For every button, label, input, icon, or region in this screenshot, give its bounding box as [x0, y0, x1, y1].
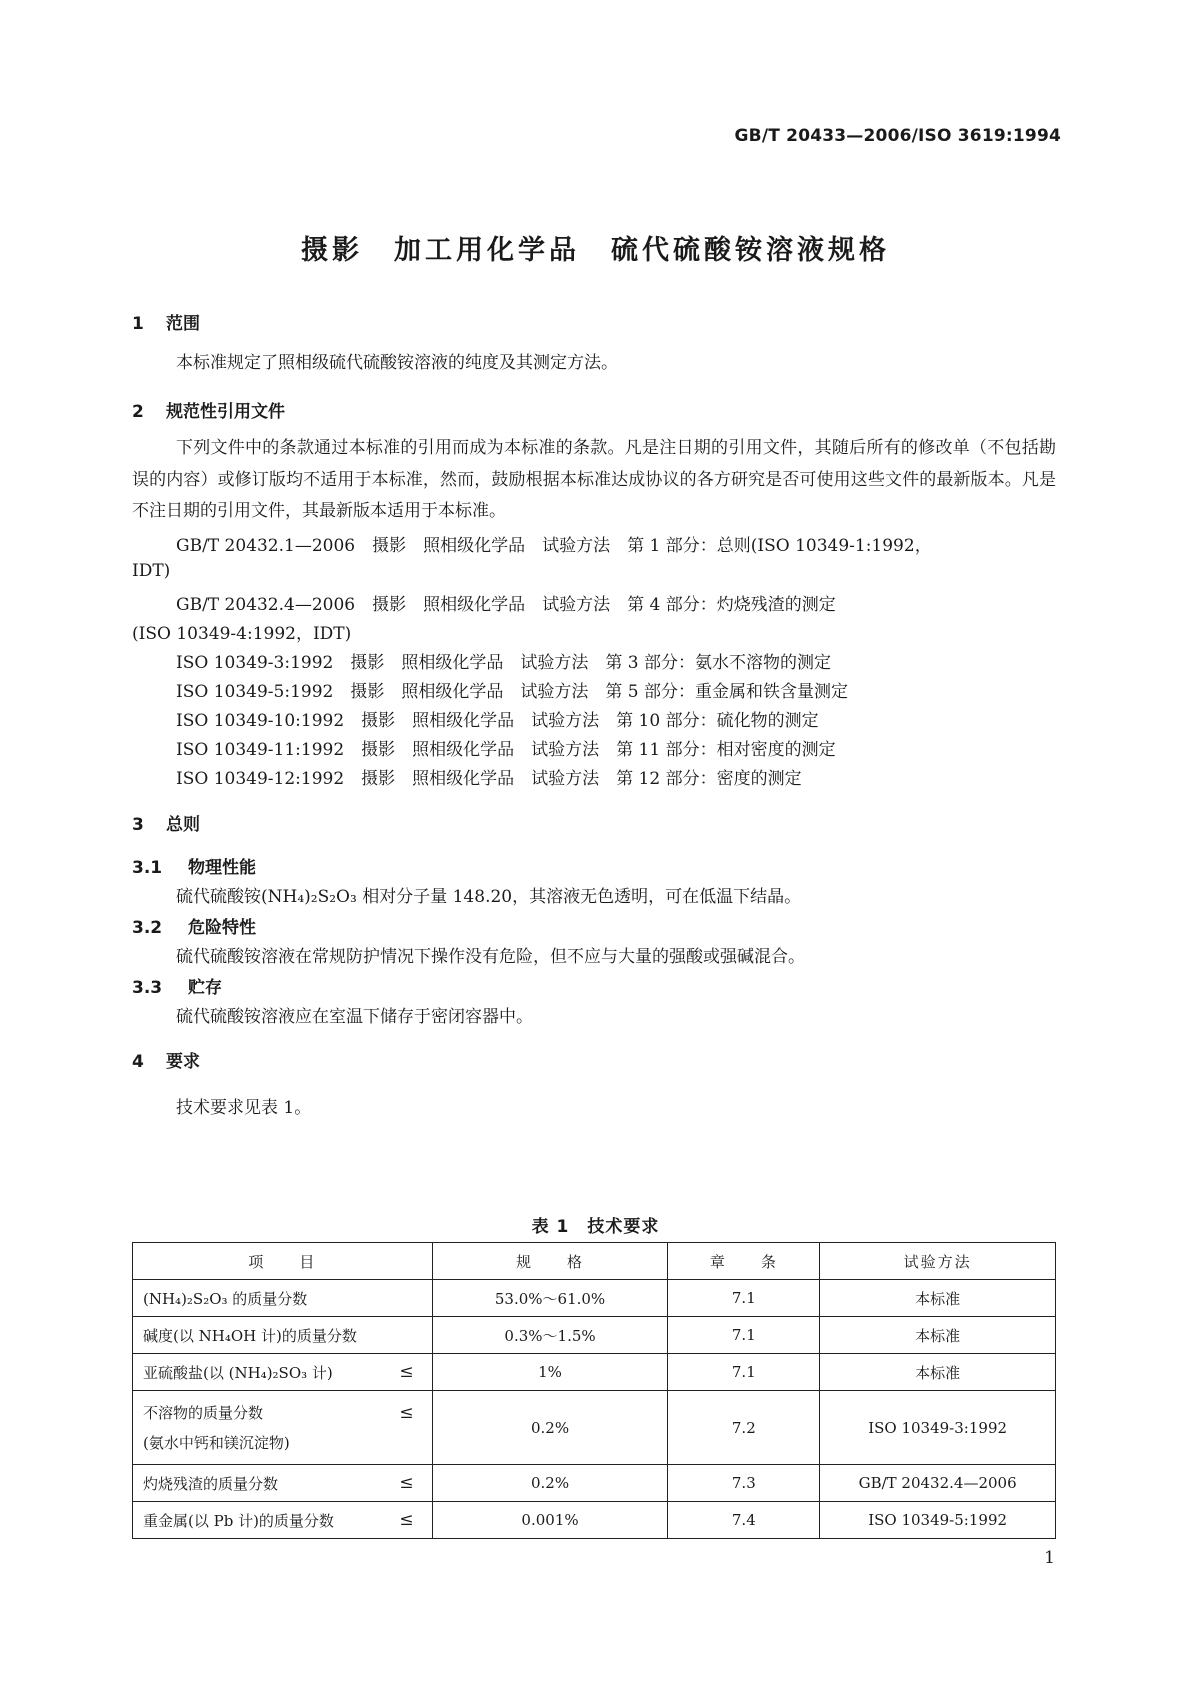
row-clause: 7.4 — [668, 1502, 820, 1539]
row-item: 重金属(以 Pb 计)的质量分数 — [143, 1511, 334, 1530]
le-symbol: ≤ — [399, 1510, 414, 1530]
row-spec: 0.2% — [432, 1391, 668, 1465]
subsection-3-2-body: 硫代硫酸铵溶液在常规防护情况下操作没有危险，但不应与大量的强酸或强碱混合。 — [176, 947, 805, 967]
reference-line: ISO 10349-12:1992 摄影 照相级化学品 试验方法 第 12 部分：密度的测定 — [176, 769, 802, 789]
subsection-number: 3.1 — [132, 858, 163, 878]
reference-line: IDT) — [132, 561, 171, 581]
header-method: 试验方法 — [820, 1243, 1056, 1280]
subsection-number: 3.2 — [132, 918, 163, 938]
row-spec: 53.0%～61.0% — [432, 1280, 668, 1317]
section-number: 2 — [132, 402, 144, 422]
section-title: 总则 — [166, 815, 200, 835]
subsection-title: 贮存 — [188, 978, 222, 998]
row-clause: 7.1 — [668, 1317, 820, 1354]
row-method: 本标准 — [820, 1354, 1056, 1391]
document-title: 摄影 加工用化学品 硫代硫酸铵溶液规格 — [301, 235, 890, 266]
row-method: GB/T 20432.4—2006 — [820, 1465, 1056, 1502]
row-item: 灼烧残渣的质量分数 — [143, 1474, 279, 1493]
row-clause: 7.1 — [668, 1280, 820, 1317]
standard-number: GB/T 20433—2006/ISO 3619:1994 — [734, 126, 1061, 146]
section-number: 1 — [132, 314, 144, 334]
table-caption: 表 1 技术要求 — [531, 1217, 660, 1237]
table-row — [133, 1465, 1056, 1502]
row-spec: 0.3%～1.5% — [432, 1317, 668, 1354]
reference-line: ISO 10349-10:1992 摄影 照相级化学品 试验方法 第 10 部分：硫化物的测定 — [176, 711, 819, 731]
section-1-heading — [132, 309, 200, 334]
table-row — [133, 1391, 1056, 1465]
row-spec: 1% — [432, 1354, 668, 1391]
section-2-intro: 下列文件中的条款通过本标准的引用而成为本标准的条款。凡是注日期的引用文件，其随后所有的修改单（不包括勘误的内容）或修订版均不适用于本标准，然而，鼓励根据本标准达成协议的各方研究是否可使用这些文件的最新版本。凡是不注日期的引用文件，其最新版本适用于本标准。 — [132, 438, 1056, 521]
subsection-3-3-body: 硫代硫酸铵溶液应在室温下储存于密闭容器中。 — [176, 1007, 533, 1027]
section-number: 4 — [132, 1052, 144, 1072]
section-number: 3 — [132, 815, 144, 835]
reference-line: GB/T 20432.1—2006 摄影 照相级化学品 试验方法 第 1 部分：总则(ISO 10349-1:1992， — [176, 536, 932, 556]
reference-line: GB/T 20432.4—2006 摄影 照相级化学品 试验方法 第 4 部分：灼烧残渣的测定 — [176, 595, 836, 615]
header-spec: 规 格 — [432, 1243, 668, 1280]
row-method: ISO 10349-3:1992 — [820, 1391, 1056, 1465]
reference-line: (ISO 10349-4:1992，IDT) — [132, 624, 352, 644]
subsection-title: 物理性能 — [188, 858, 256, 878]
section-title: 要求 — [166, 1052, 200, 1072]
table-row — [133, 1354, 1056, 1391]
row-item: 不溶物的质量分数 — [143, 1403, 264, 1422]
section-4-heading — [132, 1047, 200, 1072]
table-row — [133, 1280, 1056, 1317]
row-spec: 0.001% — [432, 1502, 668, 1539]
le-symbol: ≤ — [399, 1402, 414, 1423]
le-symbol: ≤ — [399, 1473, 414, 1493]
row-item: 亚硫酸盐(以 (NH₄)₂SO₃ 计) — [143, 1363, 333, 1382]
section-4-body: 技术要求见表 1。 — [176, 1098, 312, 1118]
section-1-body: 本标准规定了照相级硫代硫酸铵溶液的纯度及其测定方法。 — [176, 353, 618, 373]
section-title: 范围 — [166, 314, 200, 334]
row-clause: 7.1 — [668, 1354, 820, 1391]
reference-line: ISO 10349-11:1992 摄影 照相级化学品 试验方法 第 11 部分：相对密度的测定 — [176, 740, 836, 760]
subsection-title: 危险特性 — [188, 918, 256, 938]
subsection-3-3-heading — [132, 973, 222, 998]
le-symbol: ≤ — [399, 1362, 414, 1382]
row-method: 本标准 — [820, 1317, 1056, 1354]
subsection-number: 3.3 — [132, 978, 163, 998]
row-clause: 7.2 — [668, 1391, 820, 1465]
subsection-3-1-body: 硫代硫酸铵(NH₄)₂S₂O₃ 相对分子量 148.20，其溶液无色透明，可在低温下结晶。 — [176, 887, 802, 907]
header-item: 项 目 — [133, 1243, 433, 1280]
table-header-row — [133, 1243, 1056, 1280]
technical-requirements-table — [132, 1242, 1056, 1539]
row-method: 本标准 — [820, 1280, 1056, 1317]
reference-line: ISO 10349-3:1992 摄影 照相级化学品 试验方法 第 3 部分：氨水不溶物的测定 — [176, 653, 831, 673]
row-item-note: (氨水中钙和镁沉淀物) — [143, 1433, 290, 1452]
row-method: ISO 10349-5:1992 — [820, 1502, 1056, 1539]
page-number: 1 — [1044, 1548, 1055, 1568]
subsection-3-1-heading — [132, 853, 256, 878]
section-3-heading — [132, 810, 200, 835]
table-row — [133, 1502, 1056, 1539]
subsection-3-2-heading — [132, 913, 256, 938]
section-title: 规范性引用文件 — [166, 402, 285, 422]
table-row — [133, 1317, 1056, 1354]
reference-line: ISO 10349-5:1992 摄影 照相级化学品 试验方法 第 5 部分：重金属和铁含量测定 — [176, 682, 848, 702]
header-clause: 章 条 — [668, 1243, 820, 1280]
row-spec: 0.2% — [432, 1465, 668, 1502]
section-2-heading — [132, 397, 285, 422]
row-item: 碱度(以 NH₄OH 计)的质量分数 — [143, 1326, 357, 1345]
row-item: (NH₄)₂S₂O₃ 的质量分数 — [143, 1289, 308, 1308]
row-clause: 7.3 — [668, 1465, 820, 1502]
